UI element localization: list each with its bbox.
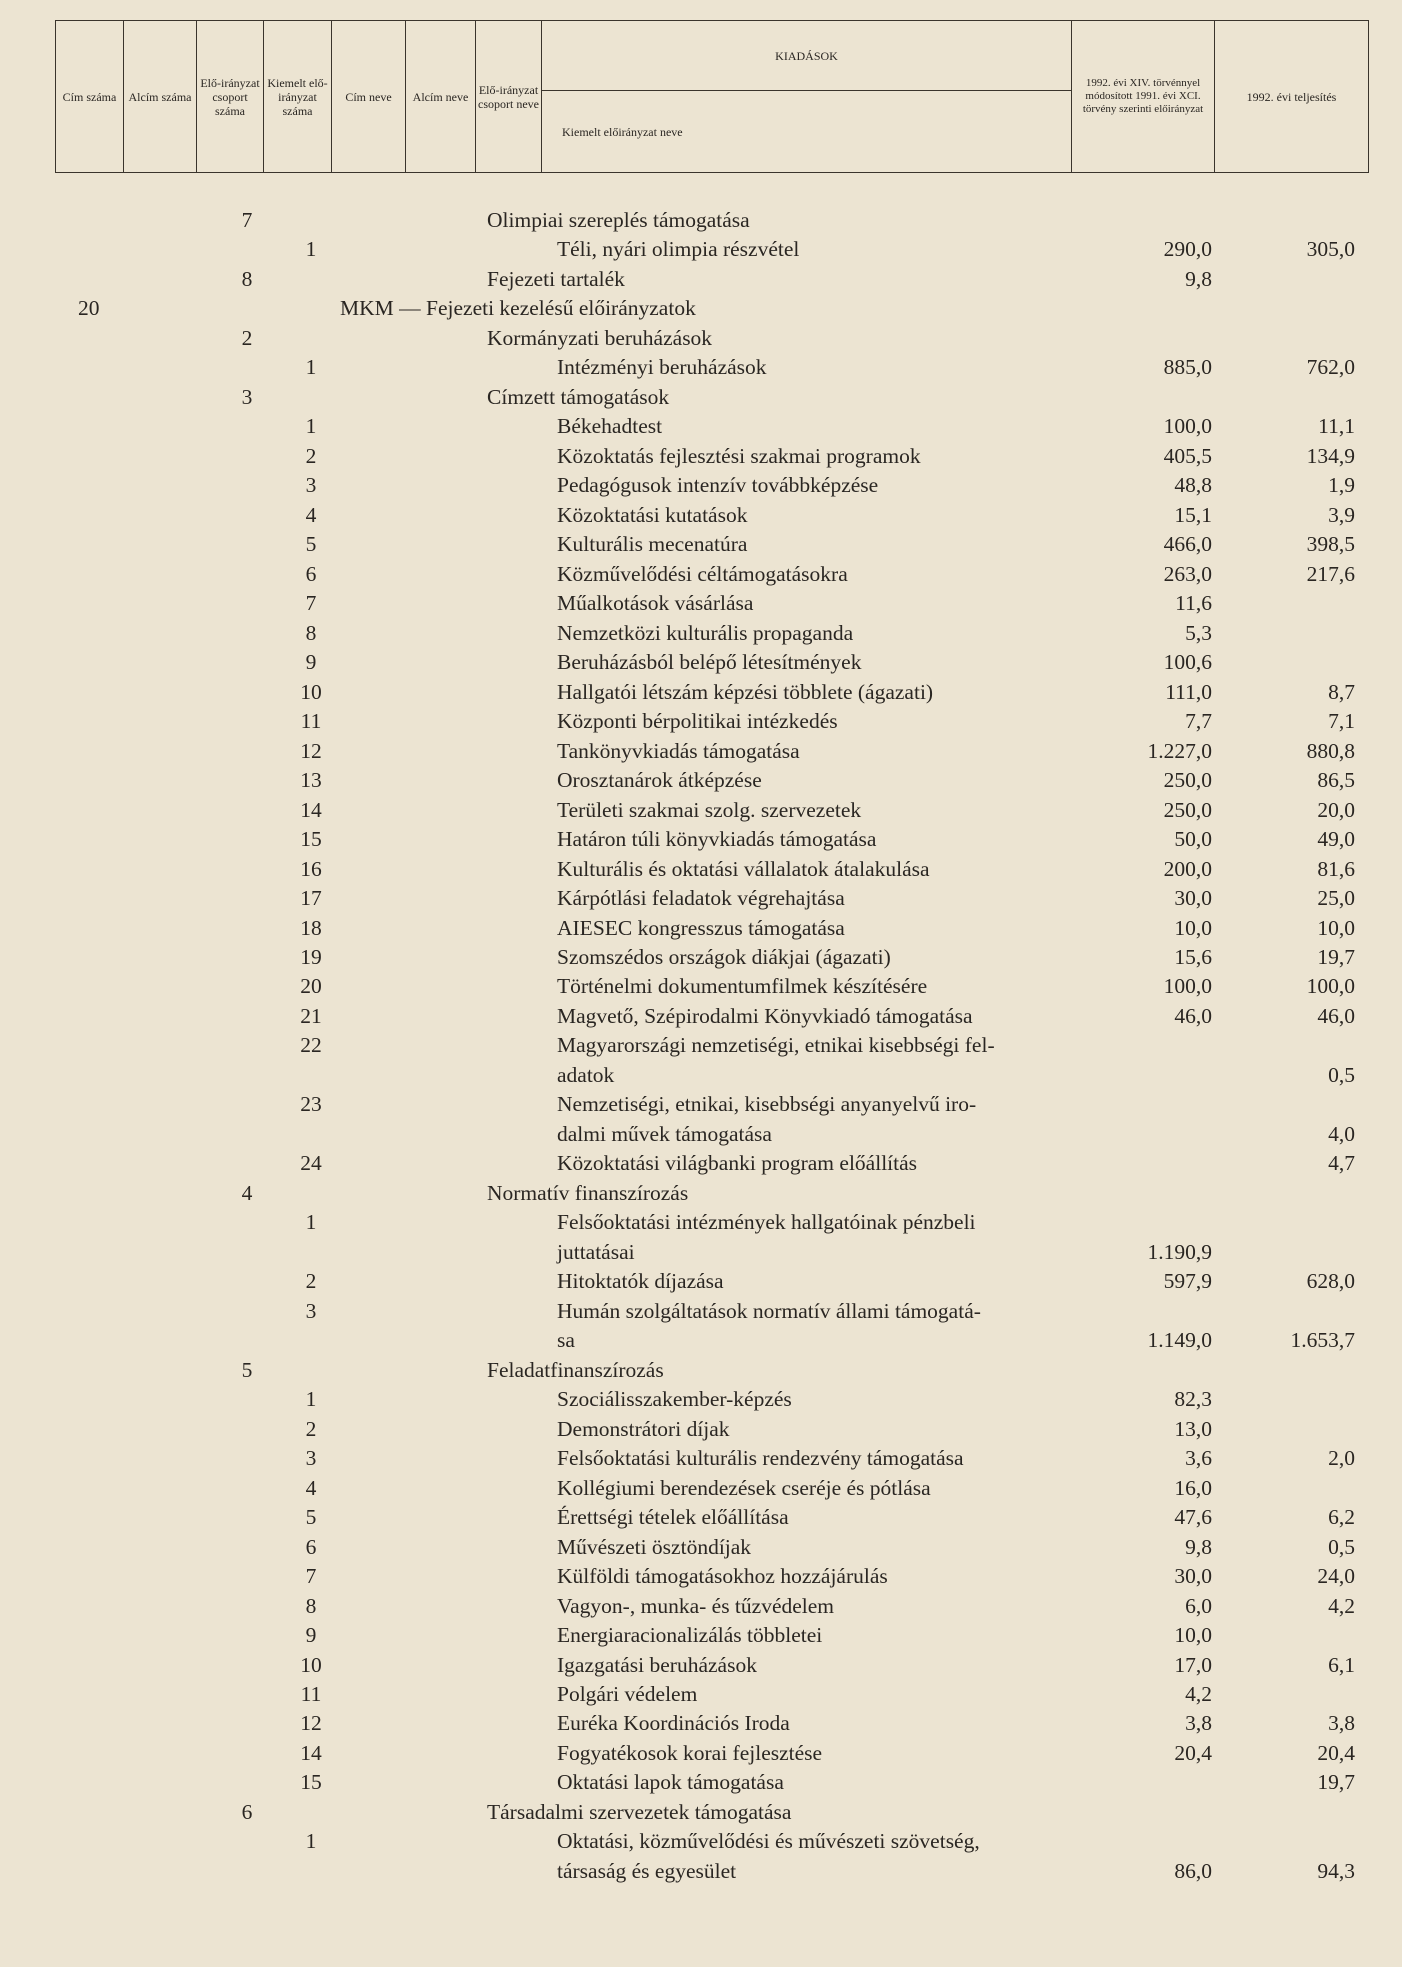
table-row (0, 1561, 1402, 1591)
table-row (0, 1178, 1402, 1208)
table-row (0, 529, 1402, 559)
eloiranyzat-number: 24 (300, 1151, 322, 1176)
item-name: Közoktatás fejlesztési szakmai programok (557, 443, 921, 468)
header-1992-teljesites: 1992. évi teljesítés (1215, 21, 1369, 173)
value-teljesites: 11,1 (1318, 414, 1355, 439)
value-modositott: 3,6 (1185, 1446, 1212, 1471)
eloiranyzat-number: 6 (305, 561, 317, 586)
table-row (0, 971, 1402, 1001)
value-teljesites: 4,0 (1328, 1121, 1355, 1146)
table-row (0, 618, 1402, 648)
table-row (0, 824, 1402, 854)
eloiranyzat-number: 9 (305, 1623, 317, 1648)
item-name: Közoktatási világbanki program előállítás (557, 1151, 918, 1176)
item-name: Művészeti ösztöndíjak (557, 1534, 752, 1559)
value-teljesites: 1.653,7 (1290, 1328, 1355, 1353)
item-name: Határon túli könyvkiadás támogatása (557, 827, 877, 852)
value-modositott: 46,0 (1174, 1003, 1212, 1028)
item-name: Humán szolgáltatások normatív állami támogatá- (557, 1298, 981, 1323)
alcim-number: 4 (241, 1180, 253, 1205)
value-modositott: 50,0 (1174, 827, 1212, 852)
table-row (0, 1148, 1402, 1178)
value-modositott: 10,0 (1174, 915, 1212, 940)
item-name: Magvető, Szépirodalmi Könyvkiadó támogatása (557, 1003, 973, 1028)
table-row (0, 795, 1402, 825)
value-modositott: 466,0 (1163, 532, 1212, 557)
value-modositott: 290,0 (1163, 237, 1212, 262)
value-modositott: 9,8 (1185, 266, 1212, 291)
eloiranyzat-number: 5 (305, 1505, 317, 1530)
item-name: Beruházásból belépő létesítmények (557, 650, 862, 675)
value-modositott: 250,0 (1163, 797, 1212, 822)
item-name: Kulturális és oktatási vállalatok átalakulása (557, 856, 930, 881)
value-teljesites: 86,5 (1317, 768, 1355, 793)
eloiranyzat-number: 12 (300, 738, 322, 763)
item-name: dalmi művek támogatása (557, 1121, 772, 1146)
table-row (0, 441, 1402, 471)
item-name: Külföldi támogatásokhoz hozzájárulás (557, 1564, 888, 1589)
header-kiadasok: KIADÁSOK (542, 21, 1072, 91)
header-1992-modositott: 1992. évi XIV. törvénnyel módosított 1991. évi XCI. törvény szerinti előirányzat (1072, 21, 1215, 173)
value-teljesites: 305,0 (1306, 237, 1355, 262)
eloiranyzat-number: 15 (300, 1770, 322, 1795)
table-row (0, 1856, 1402, 1886)
table-row (0, 234, 1402, 264)
item-name: Euréka Koordinációs Iroda (557, 1711, 790, 1736)
alcim-number: 8 (241, 266, 253, 291)
table-row (0, 1767, 1402, 1797)
value-modositott: 885,0 (1163, 355, 1212, 380)
item-name: Orosztanárok átképzése (557, 768, 762, 793)
table-row (0, 1001, 1402, 1031)
item-name: Közművelődési céltámogatásokra (557, 561, 848, 586)
eloiranyzat-number: 20 (300, 974, 322, 999)
value-teljesites: 762,0 (1306, 355, 1355, 380)
eloiranyzat-number: 2 (305, 443, 317, 468)
alcim-number: 6 (241, 1799, 253, 1824)
eloiranyzat-number: 2 (305, 1416, 317, 1441)
item-name: Magyarországi nemzetiségi, etnikai kisebbségi fel- (557, 1033, 995, 1058)
value-teljesites: 134,9 (1306, 443, 1355, 468)
alcim-number: 5 (241, 1357, 253, 1382)
value-teljesites: 2,0 (1328, 1446, 1355, 1471)
value-modositott: 4,2 (1185, 1682, 1212, 1706)
item-name: Normatív finanszírozás (487, 1180, 689, 1205)
eloiranyzat-number: 11 (300, 709, 322, 734)
value-modositott: 48,8 (1174, 473, 1212, 498)
table-row (0, 500, 1402, 530)
table-row (0, 205, 1402, 235)
value-teljesites: 7,1 (1328, 709, 1355, 734)
value-modositott: 17,0 (1174, 1652, 1212, 1677)
item-name: Központi bérpolitikai intézkedés (557, 709, 838, 734)
item-name: Energiaracionalizálás többletei (557, 1623, 823, 1648)
table-row (0, 470, 1402, 500)
item-name: Szociálisszakember-képzés (557, 1387, 792, 1412)
value-teljesites: 6,2 (1328, 1505, 1355, 1530)
value-teljesites: 217,6 (1306, 561, 1355, 586)
value-modositott: 1.190,9 (1147, 1239, 1212, 1264)
value-teljesites: 398,5 (1306, 532, 1355, 557)
value-modositott: 111,0 (1165, 679, 1212, 704)
eloiranyzat-number: 1 (305, 1829, 317, 1854)
eloiranyzat-number: 13 (300, 768, 322, 793)
eloiranyzat-number: 3 (305, 1298, 317, 1323)
header-alcim-szama: Alcím száma (124, 21, 197, 173)
item-name: Téli, nyári olimpia részvétel (557, 237, 800, 262)
table-row (0, 1089, 1402, 1119)
eloiranyzat-number: 14 (300, 1740, 322, 1765)
eloiranyzat-number: 3 (305, 473, 317, 498)
item-name: Pedagógusok intenzív továbbképzése (557, 473, 879, 498)
value-teljesites: 3,8 (1328, 1711, 1355, 1736)
value-modositott: 405,5 (1163, 443, 1212, 468)
value-teljesites: 24,0 (1317, 1564, 1355, 1589)
item-name: Nemzetközi kulturális propaganda (557, 620, 854, 645)
value-modositott: 1.227,0 (1147, 738, 1212, 763)
table-row (0, 264, 1402, 294)
alcim-number: 7 (241, 208, 253, 232)
eloiranyzat-number: 11 (300, 1682, 322, 1706)
eloiranyzat-number: 14 (300, 797, 322, 822)
table-row (0, 765, 1402, 795)
item-name: Történelmi dokumentumfilmek készítésére (557, 974, 928, 999)
value-modositott: 100,0 (1163, 974, 1212, 999)
alcim-number: 3 (241, 384, 253, 409)
value-modositott: 30,0 (1174, 886, 1212, 911)
item-name: MKM — Fejezeti kezelésű előirányzatok (340, 296, 696, 321)
value-teljesites: 1,9 (1328, 473, 1355, 498)
value-modositott: 6,0 (1185, 1593, 1212, 1618)
value-modositott: 15,6 (1174, 945, 1212, 969)
table-row (0, 736, 1402, 766)
item-name: Oktatási lapok támogatása (557, 1770, 784, 1795)
item-name: Kormányzati beruházások (487, 325, 713, 350)
item-name: Tankönyvkiadás támogatása (557, 738, 800, 763)
item-name: Intézményi beruházások (557, 355, 767, 380)
value-teljesites: 100,0 (1306, 974, 1355, 999)
item-name: Oktatási, közművelődési és művészeti szövetség, (557, 1829, 980, 1854)
table-row (0, 883, 1402, 913)
eloiranyzat-number: 17 (300, 886, 322, 911)
value-modositott: 30,0 (1174, 1564, 1212, 1589)
table-row (0, 647, 1402, 677)
eloiranyzat-number: 19 (300, 945, 322, 969)
table-row (0, 1708, 1402, 1738)
table-row (0, 1030, 1402, 1060)
value-modositott: 9,8 (1185, 1534, 1212, 1559)
table-row (0, 1296, 1402, 1326)
table-row (0, 1502, 1402, 1532)
value-modositott: 10,0 (1174, 1623, 1212, 1648)
table-row (0, 706, 1402, 736)
value-modositott: 263,0 (1163, 561, 1212, 586)
eloiranyzat-number: 4 (305, 1475, 317, 1500)
value-teljesites: 10,0 (1317, 915, 1355, 940)
value-teljesites: 6,1 (1328, 1652, 1355, 1677)
eloiranyzat-number: 1 (305, 414, 317, 439)
item-name: sa (557, 1328, 575, 1353)
table-row (0, 1414, 1402, 1444)
value-modositott: 200,0 (1163, 856, 1212, 881)
item-name: Kulturális mecenatúra (557, 532, 748, 557)
eloiranyzat-number: 10 (300, 679, 322, 704)
table-row (0, 1119, 1402, 1149)
item-name: Társadalmi szervezetek támogatása (487, 1799, 792, 1824)
header-kiemelt-eloiranyzat-szama: Kiemelt elő-irányzat száma (264, 21, 332, 173)
value-teljesites: 628,0 (1306, 1269, 1355, 1294)
table-row (0, 1738, 1402, 1768)
item-name: Érettségi tételek előállítása (557, 1505, 789, 1530)
item-name: Műalkotások vásárlása (557, 591, 754, 616)
table-row (0, 1650, 1402, 1680)
header-cim-neve: Cím neve (332, 21, 406, 173)
value-teljesites: 0,5 (1328, 1062, 1355, 1087)
table-row (0, 1473, 1402, 1503)
eloiranyzat-number: 23 (300, 1092, 322, 1117)
eloiranyzat-number: 1 (305, 1387, 317, 1412)
value-modositott: 82,3 (1174, 1387, 1212, 1412)
cim-number: 20 (78, 296, 100, 321)
eloiranyzat-number: 22 (300, 1033, 322, 1058)
header-cim-szama: Cím száma (56, 21, 124, 173)
table-row (0, 352, 1402, 382)
value-teljesites: 0,5 (1328, 1534, 1355, 1559)
value-modositott: 11,6 (1175, 591, 1212, 616)
item-name: Igazgatási beruházások (557, 1652, 757, 1677)
eloiranyzat-number: 18 (300, 915, 322, 940)
table-row (0, 1384, 1402, 1414)
header-eloiranyzat-csoport-neve: Elő-irányzat csoport neve (476, 21, 542, 173)
table-row (0, 1532, 1402, 1562)
value-modositott: 100,0 (1163, 414, 1212, 439)
table-row (0, 1679, 1402, 1709)
value-modositott: 100,6 (1163, 650, 1212, 675)
value-modositott: 597,9 (1163, 1269, 1212, 1294)
value-modositott: 16,0 (1174, 1475, 1212, 1500)
table-row (0, 677, 1402, 707)
value-modositott: 20,4 (1174, 1740, 1212, 1765)
eloiranyzat-number: 10 (300, 1652, 322, 1677)
value-teljesites: 4,7 (1328, 1151, 1355, 1176)
value-modositott: 250,0 (1163, 768, 1212, 793)
value-teljesites: 46,0 (1317, 1003, 1355, 1028)
value-modositott: 86,0 (1174, 1858, 1212, 1883)
item-name: Fejezeti tartalék (487, 266, 625, 291)
value-modositott: 3,8 (1185, 1711, 1212, 1736)
header-alcim-neve: Alcím neve (406, 21, 476, 173)
table-row (0, 1355, 1402, 1385)
eloiranyzat-number: 3 (305, 1446, 317, 1471)
item-name: Területi szakmai szolg. szervezetek (557, 797, 862, 822)
table-row (0, 559, 1402, 589)
table-row (0, 913, 1402, 943)
eloiranyzat-number: 4 (305, 502, 317, 527)
eloiranyzat-number: 16 (300, 856, 322, 881)
item-name: társaság és egyesület (557, 1858, 737, 1883)
item-name: AIESEC kongresszus támogatása (557, 915, 845, 940)
value-teljesites: 880,8 (1306, 738, 1355, 763)
table-row (0, 854, 1402, 884)
header-kiemelt-eloiranyzat-neve: Kiemelt előirányzat neve (542, 91, 1072, 173)
value-modositott: 47,6 (1174, 1505, 1212, 1530)
eloiranyzat-number: 2 (305, 1269, 317, 1294)
table-row (0, 1826, 1402, 1856)
table-row (0, 1266, 1402, 1296)
table-row (0, 1620, 1402, 1650)
value-modositott: 7,7 (1185, 709, 1212, 734)
item-name: Hitoktatók díjazása (557, 1269, 724, 1294)
table-row (0, 382, 1402, 412)
value-teljesites: 8,7 (1328, 679, 1355, 704)
eloiranyzat-number: 5 (305, 532, 317, 557)
table-row (0, 293, 1402, 323)
table-row (0, 1797, 1402, 1827)
eloiranyzat-number: 8 (305, 1593, 317, 1618)
eloiranyzat-number: 12 (300, 1711, 322, 1736)
table-row (0, 323, 1402, 353)
value-teljesites: 81,6 (1317, 856, 1355, 881)
eloiranyzat-number: 6 (305, 1534, 317, 1559)
alcim-number: 2 (241, 325, 253, 350)
item-name: adatok (557, 1062, 615, 1087)
value-teljesites: 20,0 (1317, 797, 1355, 822)
item-name: Szomszédos országok diákjai (ágazati) (557, 945, 891, 969)
item-name: Polgári védelem (557, 1682, 698, 1706)
table-row (0, 1591, 1402, 1621)
value-modositott: 15,1 (1174, 502, 1212, 527)
eloiranyzat-number: 1 (305, 355, 317, 380)
eloiranyzat-number: 15 (300, 827, 322, 852)
item-name: Nemzetiségi, etnikai, kisebbségi anyanyelvű iro- (557, 1092, 977, 1117)
eloiranyzat-number: 9 (305, 650, 317, 675)
item-name: Kollégiumi berendezések cseréje és pótlása (557, 1475, 931, 1500)
item-name: Kárpótlási feladatok végrehajtása (557, 886, 845, 911)
value-teljesites: 94,3 (1317, 1858, 1355, 1883)
item-name: Fogyatékosok korai fejlesztése (557, 1740, 823, 1765)
table-row (0, 942, 1402, 972)
value-modositott: 13,0 (1174, 1416, 1212, 1441)
item-name: Olimpiai szereplés támogatása (487, 208, 750, 232)
eloiranyzat-number: 1 (305, 237, 317, 262)
item-name: Demonstrátori díjak (557, 1416, 730, 1441)
table-row (0, 1443, 1402, 1473)
value-teljesites: 49,0 (1317, 827, 1355, 852)
eloiranyzat-number: 7 (305, 1564, 317, 1589)
header-eloiranyzat-csoport-szama: Elő-irányzat csoport száma (197, 21, 264, 173)
item-name: Közoktatási kutatások (557, 502, 748, 527)
eloiranyzat-number: 1 (305, 1210, 317, 1235)
value-teljesites: 4,2 (1328, 1593, 1355, 1618)
eloiranyzat-number: 8 (305, 620, 317, 645)
item-name: Címzett támogatások (487, 384, 670, 409)
eloiranyzat-number: 7 (305, 591, 317, 616)
table-row (0, 1237, 1402, 1267)
item-name: Vagyon-, munka- és tűzvédelem (557, 1593, 835, 1618)
item-name: Békehadtest (557, 414, 663, 439)
item-name: juttatásai (557, 1239, 635, 1264)
table-row (0, 1325, 1402, 1355)
eloiranyzat-number: 21 (300, 1003, 322, 1028)
value-modositott: 1.149,0 (1147, 1328, 1212, 1353)
table-row (0, 588, 1402, 618)
table-row (0, 1207, 1402, 1237)
value-teljesites: 20,4 (1317, 1740, 1355, 1765)
value-teljesites: 19,7 (1317, 1770, 1355, 1795)
item-name: Hallgatói létszám képzési többlete (ágazati) (557, 679, 934, 704)
item-name: Felsőoktatási kulturális rendezvény támogatása (557, 1446, 964, 1471)
item-name: Feladatfinanszírozás (487, 1357, 664, 1382)
value-teljesites: 19,7 (1317, 945, 1355, 969)
item-name: Felsőoktatási intézmények hallgatóinak pénzbeli (557, 1210, 976, 1235)
value-teljesites: 25,0 (1317, 886, 1355, 911)
value-modositott: 5,3 (1185, 620, 1212, 645)
table-row (0, 1060, 1402, 1090)
table-row (0, 411, 1402, 441)
value-teljesites: 3,9 (1328, 502, 1355, 527)
